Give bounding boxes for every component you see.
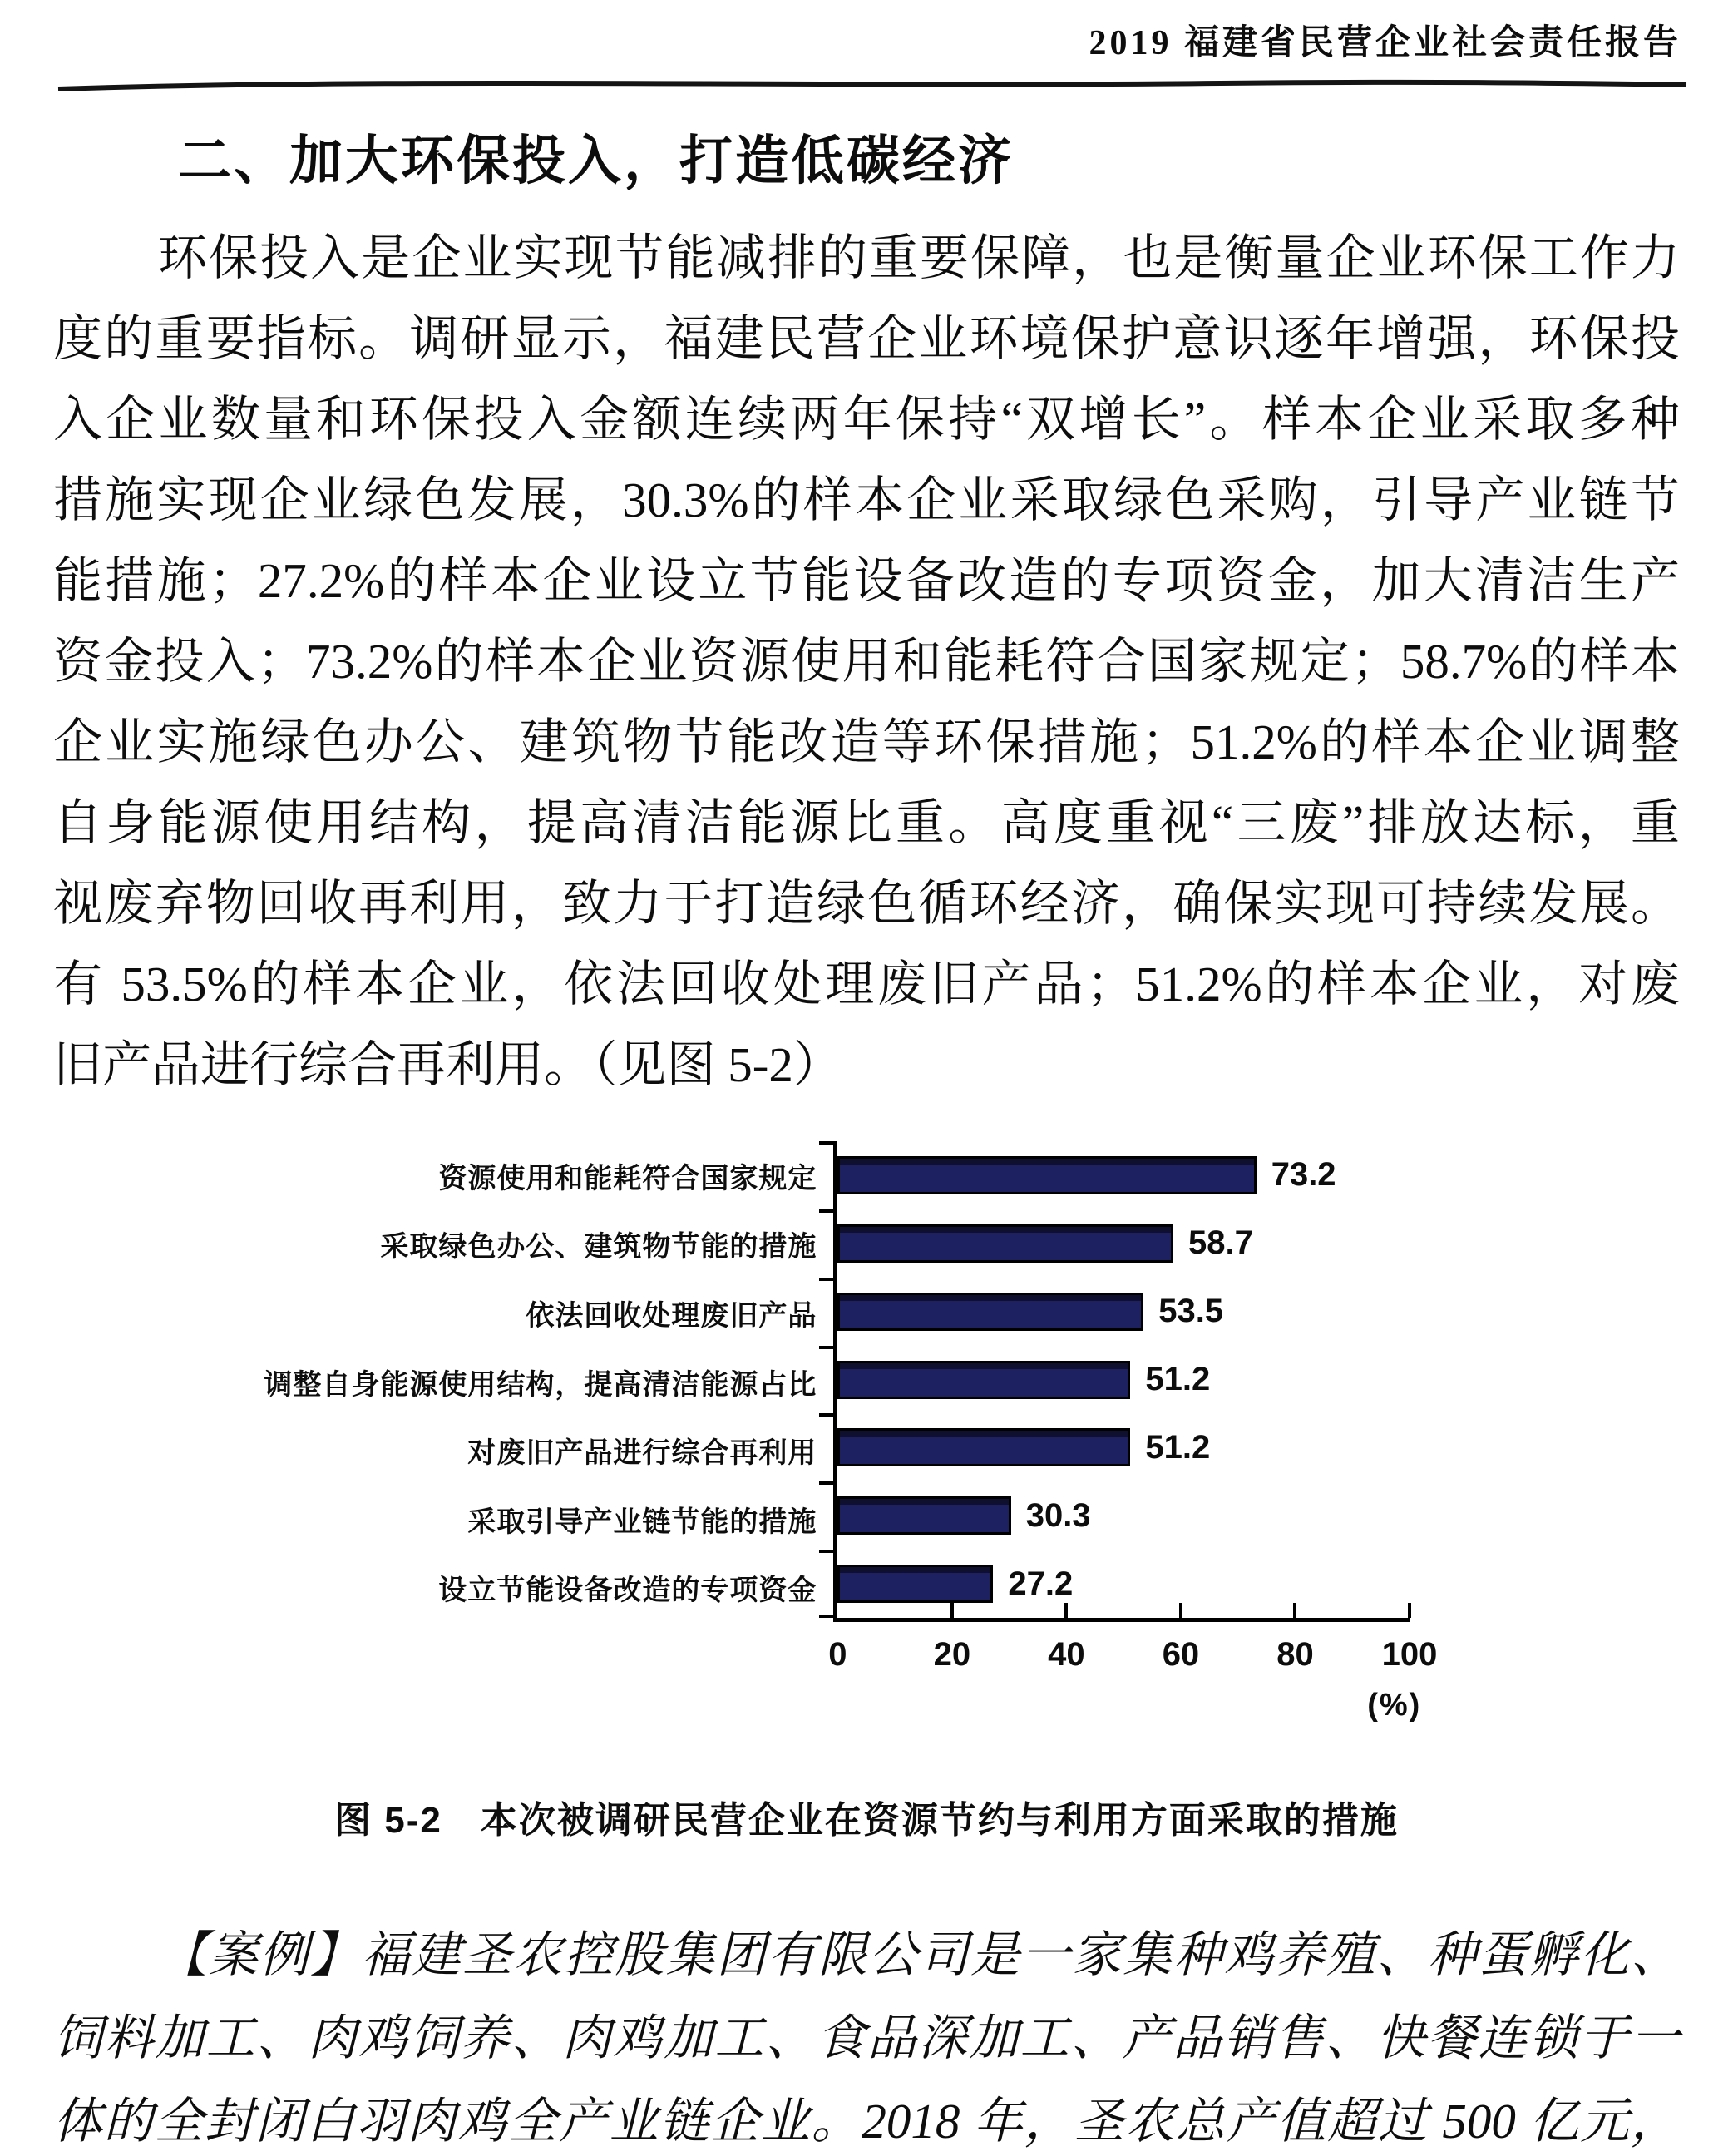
- x-axis-tick-label: 40: [1048, 1636, 1085, 1673]
- bar-value-label: 51.2: [1145, 1428, 1211, 1466]
- bar-row: [837, 1346, 1410, 1414]
- chart-category-labels: [191, 1141, 833, 1622]
- y-axis-tick: [819, 1413, 833, 1417]
- chart-body: [191, 1141, 1438, 1723]
- bar-value-label: 27.2: [1008, 1565, 1074, 1602]
- y-axis-tick: [819, 1141, 833, 1145]
- chart-category-label: 设立节能设备改造的专项资金: [438, 1575, 817, 1607]
- paragraph-line: 视废弃物回收再利用，致力于打造绿色循环经济，确保实现可持续发展。: [53, 876, 1680, 931]
- bar-value-label: 51.2: [1145, 1361, 1211, 1397]
- bar: [837, 1156, 1256, 1194]
- case-study-paragraph: [53, 1913, 1680, 2156]
- bar-row: [837, 1413, 1410, 1481]
- paragraph-line: 有 53.5%的样本企业，依法回收处理废旧产品；51.2%的样本企业，对废: [53, 957, 1680, 1011]
- chart-category-label: 调整自身能源使用结构，提高清洁能源占比: [264, 1368, 817, 1401]
- x-axis-tick-label: 60: [1162, 1636, 1200, 1673]
- y-axis-tick: [819, 1615, 833, 1618]
- bar-row: [837, 1141, 1410, 1209]
- bar: [837, 1361, 1130, 1399]
- paragraph-line: 资金投入；73.2%的样本企业资源使用和能耗符合国家规定；58.7%的样本: [53, 634, 1680, 689]
- bar: [837, 1293, 1143, 1331]
- bar: [837, 1496, 1010, 1535]
- bar-chart-figure-5-2: [191, 1115, 1472, 1772]
- bar: [837, 1428, 1130, 1466]
- paragraph-line: 能措施；27.2%的样本企业设立节能设备改造的专项资金，加大清洁生产: [53, 553, 1680, 608]
- y-axis-tick: [819, 1278, 833, 1281]
- paragraph-line: 度的重要指标。调研显示，福建民营企业环境保护意识逐年增强，环保投: [53, 311, 1680, 366]
- y-axis-tick: [819, 1209, 833, 1213]
- y-axis-tick: [819, 1346, 833, 1349]
- x-axis-tick-label: 100: [1381, 1636, 1438, 1673]
- bar-value-label: 58.7: [1188, 1224, 1253, 1262]
- x-axis-tick-label: 20: [933, 1636, 971, 1673]
- paragraph-line: 体的全封闭白羽肉鸡全产业链企业。2018 年，圣农总产值超过 500 亿元，: [53, 2094, 1680, 2149]
- paragraph-line: 【案例】福建圣农控股集团有限公司是一家集种鸡养殖、种蛋孵化、: [158, 1927, 1680, 1982]
- bar: [837, 1224, 1173, 1263]
- paragraph-line: 企业实施绿色办公、建筑物节能改造等环保措施；51.2%的样本企业调整: [53, 715, 1680, 769]
- figure-caption: 图 5-2 本次被调研民营企业在资源节约与利用方面采取的措施: [334, 1800, 1399, 1841]
- x-axis-unit-label: (%): [1367, 1688, 1422, 1723]
- chart-category-label: 对废旧产品进行综合再利用: [467, 1437, 817, 1470]
- paragraph-line: 旧产品进行综合再利用。（见图 5-2）: [53, 1037, 842, 1092]
- header-rule: [57, 77, 1688, 93]
- bar: [837, 1565, 993, 1603]
- bar-value-label: 30.3: [1025, 1496, 1091, 1534]
- chart-plot-area: [828, 1141, 1438, 1723]
- chart-category-label: 采取引导产业链节能的措施: [467, 1506, 817, 1538]
- y-axis-tick: [819, 1550, 833, 1553]
- bar-value-label: 73.2: [1271, 1156, 1336, 1194]
- body-paragraph: [53, 218, 1680, 1105]
- section-heading: 二、加大环保投入，打造低碳经济: [178, 131, 1014, 190]
- header-rule-line: [57, 77, 1688, 93]
- paragraph-line: 环保投入是企业实现节能减排的重要保障，也是衡量企业环保工作力: [158, 230, 1680, 285]
- chart-category-label: 资源使用和能耗符合国家规定: [438, 1162, 817, 1194]
- paragraph-line: 自身能源使用结构，提高清洁能源比重。高度重视“三废”排放达标，重: [53, 795, 1680, 850]
- x-axis-tick-label: 80: [1276, 1636, 1314, 1673]
- chart-category-label: 依法回收处理废旧产品: [526, 1299, 817, 1332]
- report-title-header: 2019 福建省民营企业社会责任报告: [1089, 24, 1681, 62]
- x-axis-tick-label: 0: [828, 1636, 847, 1673]
- chart-category-label: 采取绿色办公、建筑物节能的措施: [380, 1231, 817, 1263]
- bar-row: [837, 1209, 1410, 1278]
- bar-row: [837, 1278, 1410, 1346]
- bar-row: [837, 1550, 1410, 1618]
- paragraph-line: 饲料加工、肉鸡饲养、肉鸡加工、食品深加工、产品销售、快餐连锁于一: [53, 2010, 1680, 2065]
- bar-row: [837, 1481, 1410, 1550]
- bar-value-label: 53.5: [1158, 1293, 1224, 1330]
- paragraph-line: 措施实现企业绿色发展，30.3%的样本企业采取绿色采购，引导产业链节: [53, 472, 1680, 527]
- y-axis-tick: [819, 1481, 833, 1485]
- paragraph-line: 入企业数量和环保投入金额连续两年保持“双增长”。样本企业采取多种: [53, 392, 1680, 447]
